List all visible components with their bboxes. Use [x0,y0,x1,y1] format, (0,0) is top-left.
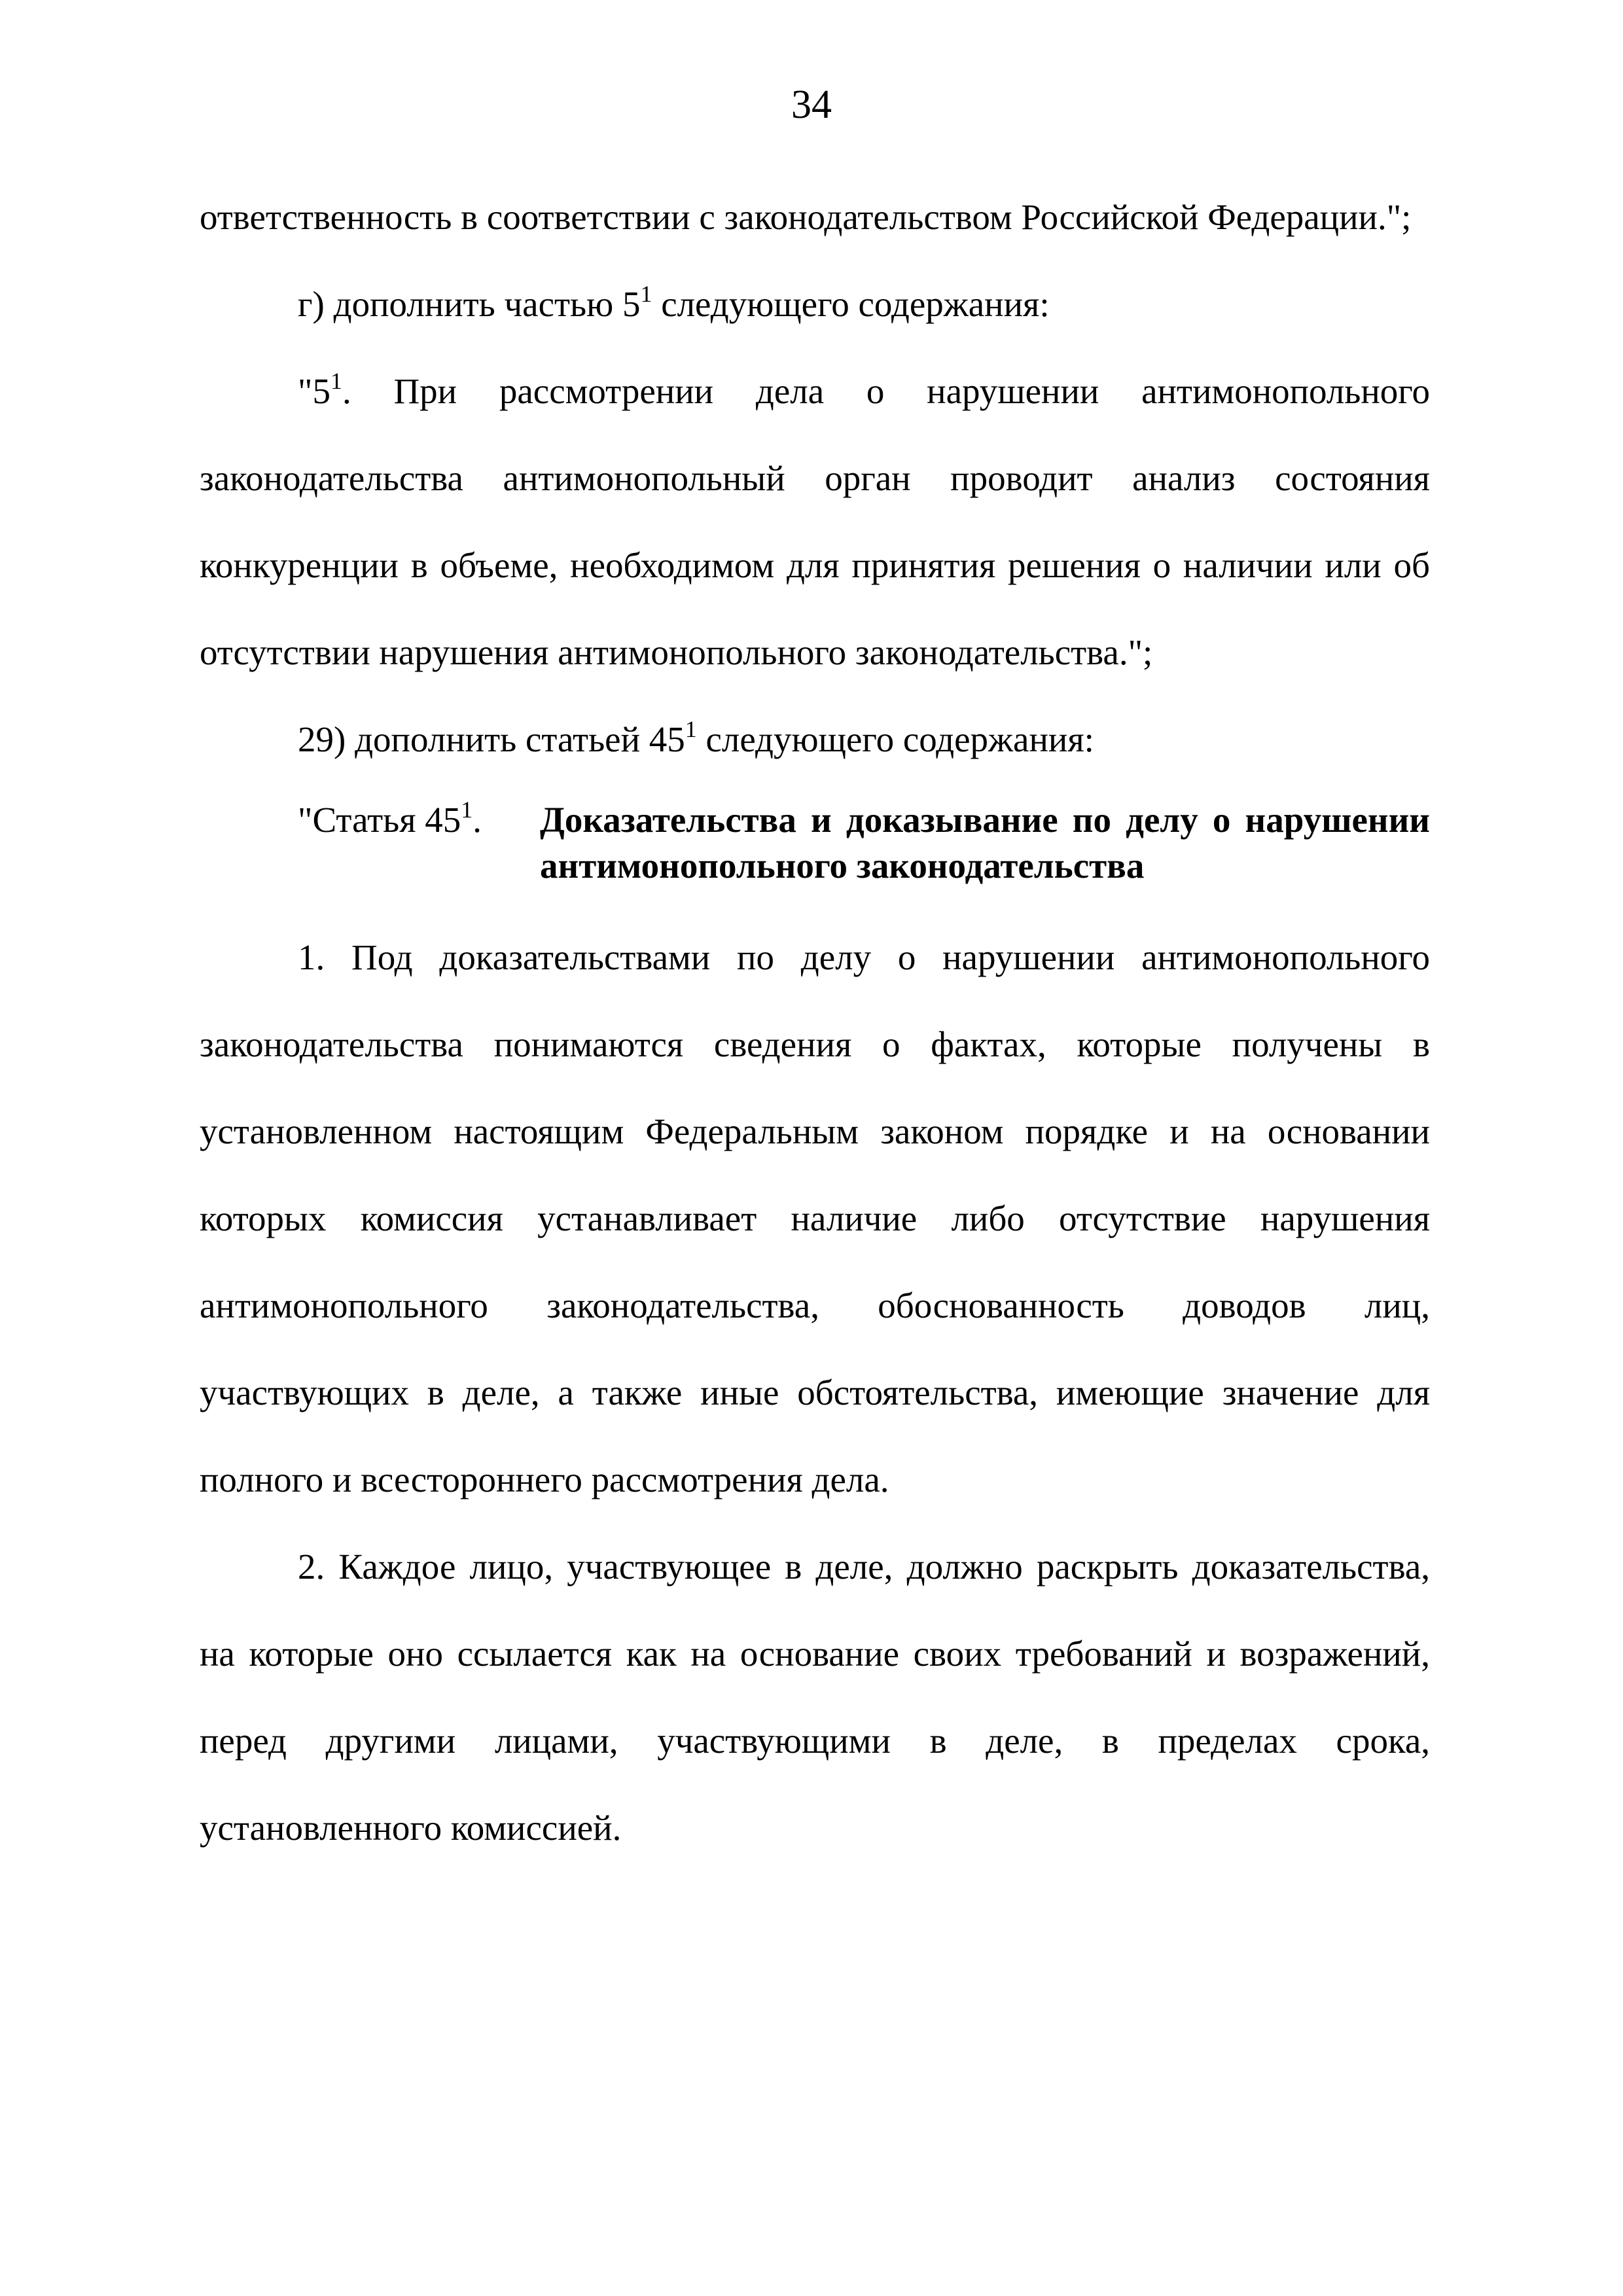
paragraph-part-5-1 [200,348,1430,696]
paragraph-clause-1: 1. Под доказательствами по делу о нарушении антимонопольного законодательства понимаются сведения о фактах, которые получены в установленном настоящим Федеральным законом порядке и на основании которых комиссия устанавливает наличие либо отсутствие нарушения антимонопольного законодательства, обоснованность доводов лиц, участвующих в деле, а также иные обстоятельства, имеющие значение для полного и всестороннего рассмотрения дела. [200,937,1430,1499]
article-label-suffix: . [473,800,482,840]
paragraph-text: следующего содержания: [652,284,1050,324]
superscript: 1 [461,797,473,823]
paragraph-item-g [200,260,1430,348]
superscript: 1 [640,281,652,307]
article-title: Доказательства и доказывание по делу о нарушении антимонопольного законодательства [540,800,1430,886]
paragraph-clause-2: 2. Каждое лицо, участвующее в деле, должно раскрыть доказательства, на которые оно ссылается как на основание своих требований и возражений, перед другими лицами, участвующими в деле, в пределах срока, установленного комиссией. [200,1547,1430,1848]
page-number: 34 [791,82,832,127]
paragraph-text: 29) дополнить статьей 45 [298,719,685,759]
paragraph-text: следующего содержания: [696,719,1094,759]
superscript: 1 [330,368,342,394]
paragraph-continuation: ответственность в соответствии с законодательством Российской Федерации."; [200,197,1412,237]
article-heading [298,797,1430,889]
document-body [200,173,1430,1871]
paragraph-item-29 [200,696,1430,783]
article-label-text: "Статья 45 [298,800,461,840]
paragraph-text: "5 [298,371,330,411]
paragraph-text: . При рассмотрении дела о нарушении антимонопольного законодательства антимонопольный орган проводит анализ состояния конкуренции в объеме, необходимом для принятия решения о наличии или об отсутствии нарушения антимонопольного законодательства."; [200,371,1430,672]
article-label [298,797,540,843]
superscript: 1 [685,716,697,742]
paragraph-text: г) дополнить частью 5 [298,284,641,324]
